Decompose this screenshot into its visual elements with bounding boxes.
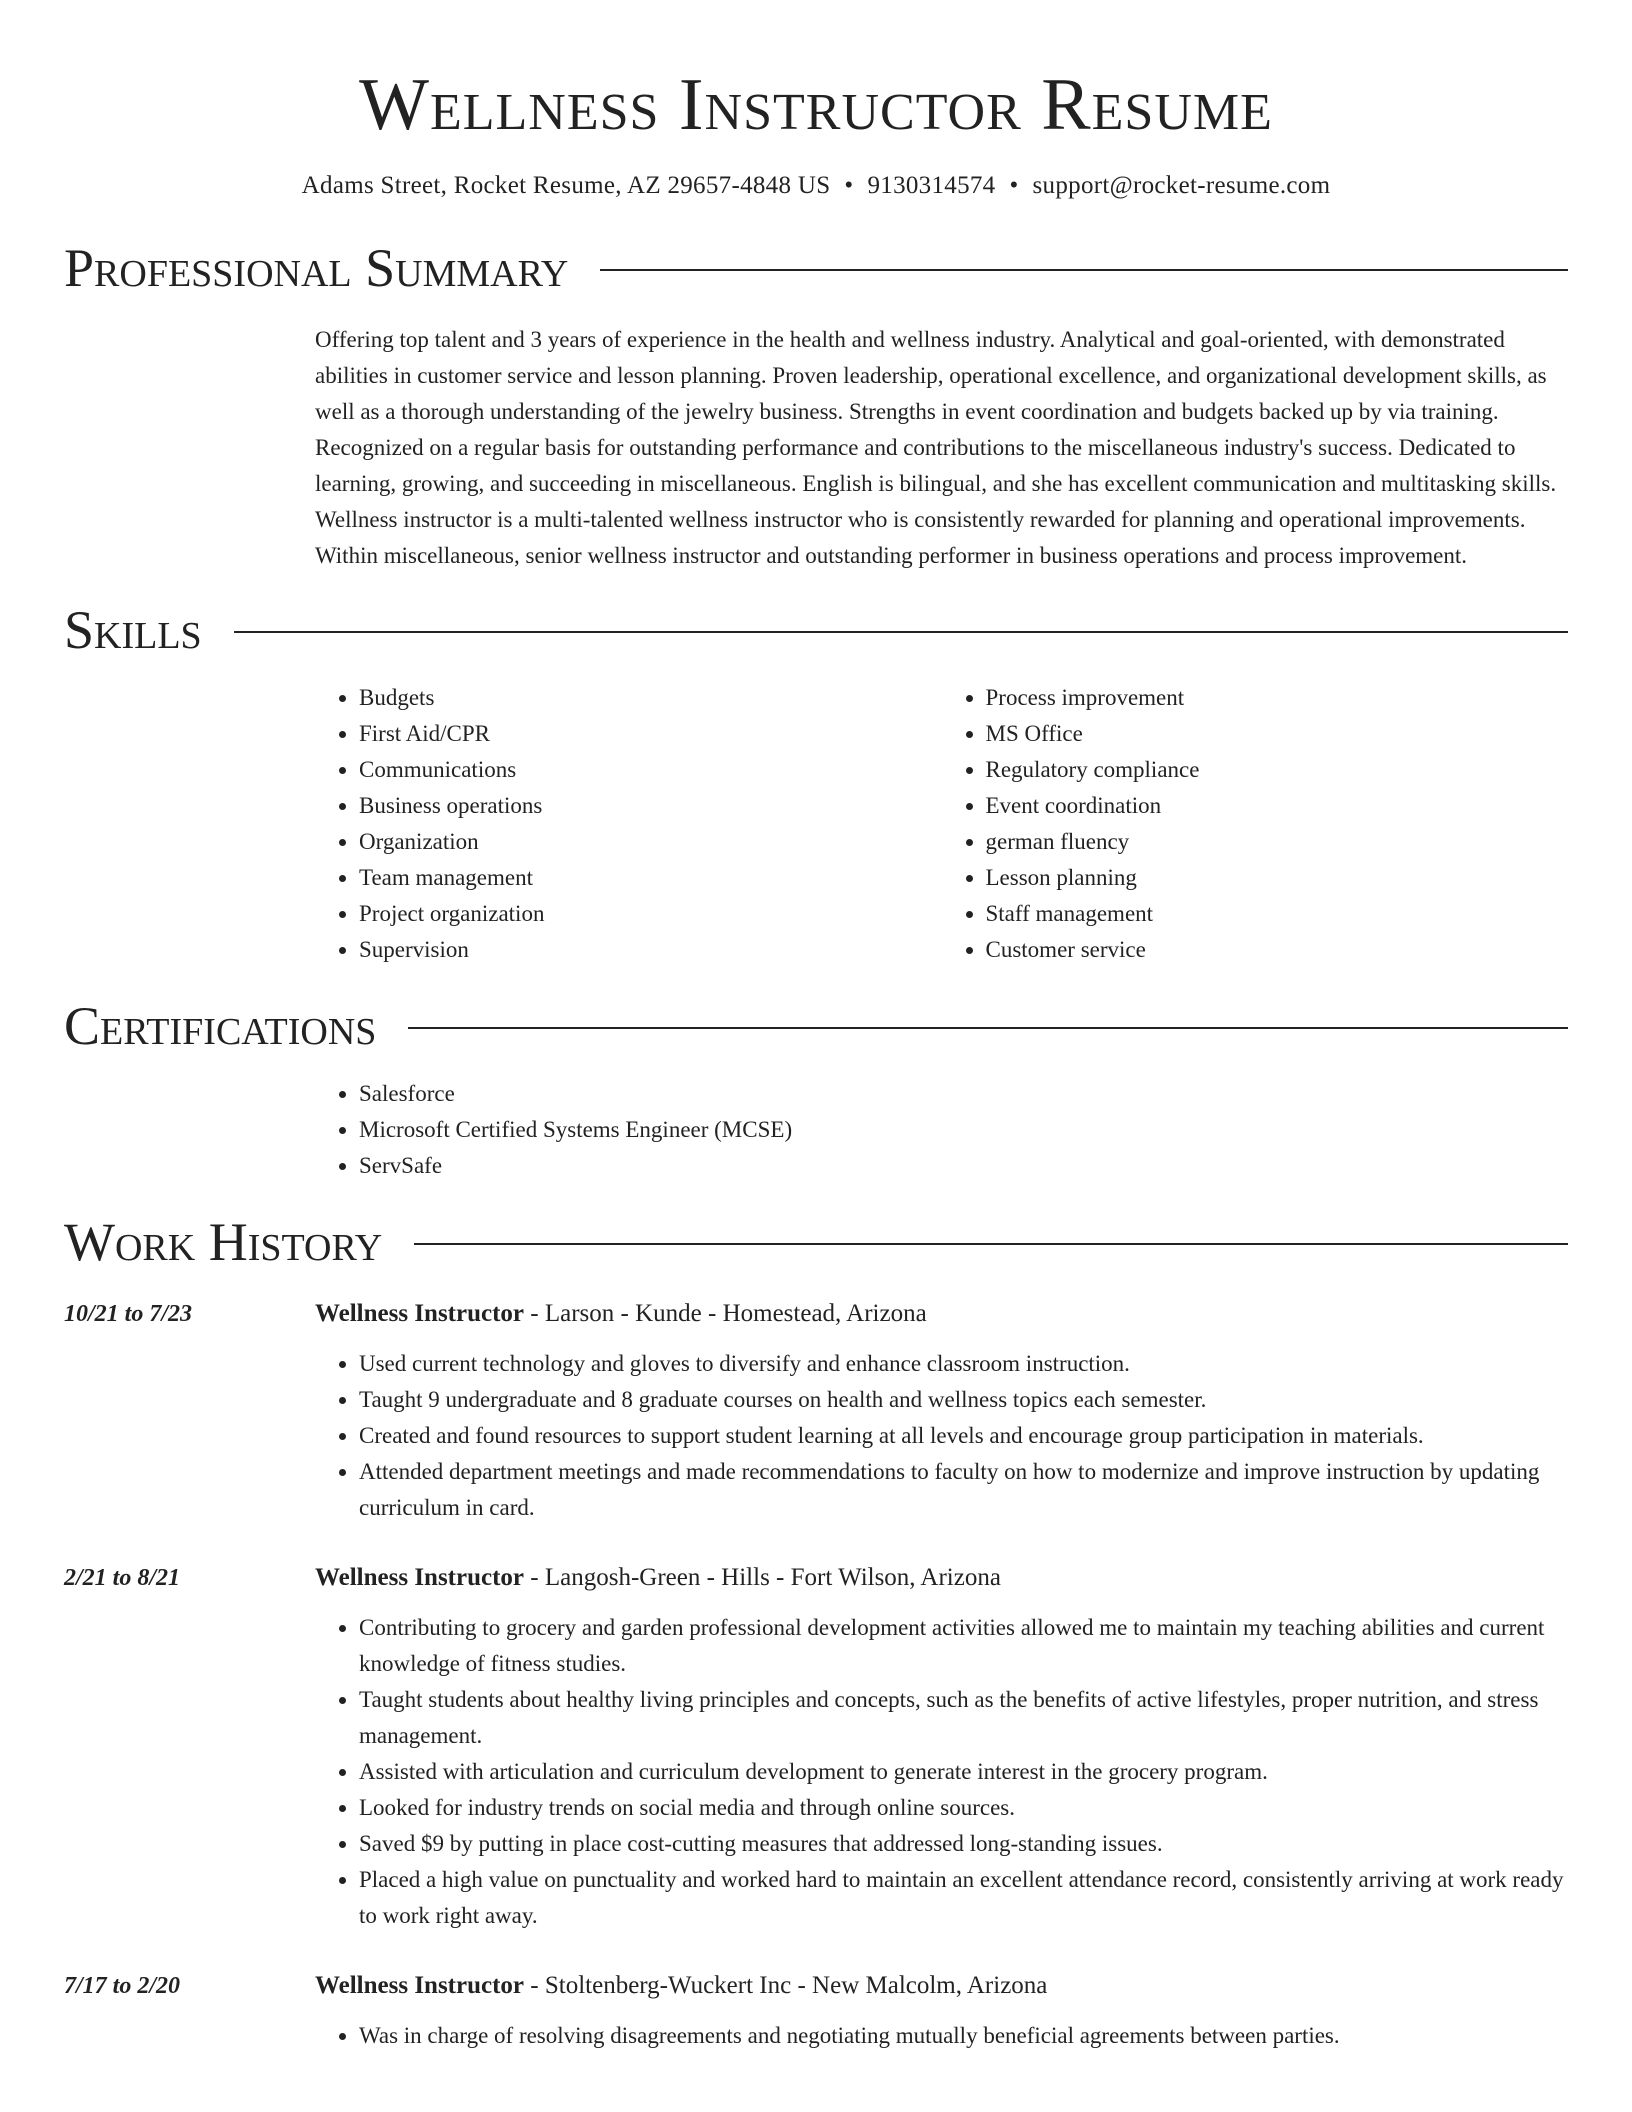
skill-item: • Lesson planning bbox=[986, 860, 1569, 896]
summary-text: Offering top talent and 3 years of experience in the health and wellness industry. Analytical and goal-oriented, with demonstrated abilities in customer service and lesson planning. Proven leadership, operational excellence, and organizational development skills, as well as a thorough understanding of the jewelry business. Strengths in event coordination and budgets backed up by via training. Recognized on a regular basis for outstanding performance and contributions to the miscellaneous industry's success. Dedicated to learning, growing, and succeeding in miscellaneous. English is bilingual, and she has excellent communication and multitasking skills. Wellness instructor is a multi-talented wellness instructor who is consistently rewarded for planning and operational improvements. Within miscellaneous, senior wellness instructor and outstanding performer in business operations and process improvement. bbox=[315, 327, 1557, 568]
certifications-list bbox=[315, 1076, 1568, 1184]
skill-item: • Regulatory compliance bbox=[986, 752, 1569, 788]
skills-section bbox=[64, 598, 1568, 968]
skills-section-header bbox=[64, 598, 1568, 662]
skill-item: • Business operations bbox=[359, 788, 942, 824]
job-dates: 7/17 to 2/20 bbox=[64, 1973, 181, 1999]
job-bullet: • Was in charge of resolving disagreements and negotiating mutually beneficial agreements between parties. bbox=[359, 2018, 1568, 2054]
section-divider bbox=[408, 1027, 1568, 1029]
certification-item: • Microsoft Certified Systems Engineer (MCSE) bbox=[359, 1112, 1568, 1148]
job-role: Wellness Instructor bbox=[315, 1972, 525, 1999]
summary-body bbox=[315, 322, 1568, 574]
job-entry bbox=[64, 1968, 1568, 2054]
skill-item: • Project organization bbox=[359, 896, 942, 932]
certifications-heading: Certifications bbox=[64, 996, 377, 1056]
certifications-body bbox=[315, 1076, 1568, 1184]
job-bullet: • Placed a high value on punctuality and worked hard to maintain an excellent attendance record, consistently arriving at work ready to work right away. bbox=[359, 1862, 1568, 1934]
summary-heading: Professional Summary bbox=[64, 238, 569, 298]
certification-item: • ServSafe bbox=[359, 1148, 1568, 1184]
job-details: - Langosh-Green - Hills - Fort Wilson, Arizona bbox=[524, 1564, 1001, 1591]
contact-address: Adams Street, Rocket Resume, AZ 29657-4848 US bbox=[301, 172, 831, 199]
job-dates: 10/21 to 7/23 bbox=[64, 1301, 193, 1327]
job-entry bbox=[64, 1560, 1568, 1934]
summary-section-header bbox=[64, 236, 1568, 300]
job-details: - Larson - Kunde - Homestead, Arizona bbox=[524, 1300, 927, 1327]
skill-item: • Customer service bbox=[986, 932, 1569, 968]
job-bullet: • Used current technology and gloves to diversify and enhance classroom instruction. bbox=[359, 1346, 1568, 1382]
job-bullets bbox=[315, 1610, 1568, 1934]
work-history-section bbox=[64, 1210, 1568, 2054]
contact-email[interactable]: support@rocket-resume.com bbox=[1032, 172, 1331, 199]
job-bullet: • Attended department meetings and made recommendations to faculty on how to modernize and improve instruction by updating curriculum in card. bbox=[359, 1454, 1568, 1526]
skill-item: • Process improvement bbox=[986, 680, 1569, 716]
skill-item: • MS Office bbox=[986, 716, 1569, 752]
skills-list-left bbox=[315, 680, 942, 968]
skill-item: • First Aid/CPR bbox=[359, 716, 942, 752]
section-divider bbox=[414, 1243, 1568, 1245]
certifications-section bbox=[64, 994, 1568, 1184]
job-role: Wellness Instructor bbox=[315, 1564, 525, 1591]
skills-grid bbox=[315, 680, 1568, 968]
job-bullets bbox=[315, 1346, 1568, 1526]
job-bullet: • Saved $9 by putting in place cost-cutting measures that addressed long-standing issues. bbox=[359, 1826, 1568, 1862]
summary-section bbox=[64, 236, 1568, 574]
work-history-heading: Work History bbox=[64, 1212, 383, 1272]
job-details: - Stoltenberg-Wuckert Inc - New Malcolm, Arizona bbox=[524, 1972, 1048, 1999]
job-heading bbox=[315, 1968, 1568, 2004]
skills-list-right bbox=[942, 680, 1569, 968]
skills-body bbox=[315, 680, 1568, 968]
skill-item: • Budgets bbox=[359, 680, 942, 716]
job-main bbox=[315, 1560, 1568, 1934]
job-role: Wellness Instructor bbox=[315, 1300, 525, 1327]
skill-item: • Supervision bbox=[359, 932, 942, 968]
job-main bbox=[315, 1296, 1568, 1526]
job-heading bbox=[315, 1560, 1568, 1596]
job-bullet: • Looked for industry trends on social media and through online sources. bbox=[359, 1790, 1568, 1826]
job-heading bbox=[315, 1296, 1568, 1332]
section-divider bbox=[600, 269, 1568, 271]
skill-item: • Team management bbox=[359, 860, 942, 896]
certification-item: • Salesforce bbox=[359, 1076, 1568, 1112]
job-bullet: • Created and found resources to support student learning at all levels and encourage group participation in materials. bbox=[359, 1418, 1568, 1454]
skill-item: • Event coordination bbox=[986, 788, 1569, 824]
work-history-section-header bbox=[64, 1210, 1568, 1274]
skill-item: • Communications bbox=[359, 752, 942, 788]
skill-item: • Organization bbox=[359, 824, 942, 860]
contact-separator: • bbox=[844, 172, 854, 199]
job-dates: 2/21 to 8/21 bbox=[64, 1565, 181, 1591]
job-entry bbox=[64, 1296, 1568, 1526]
job-bullet: • Taught students about healthy living principles and concepts, such as the benefits of active lifestyles, proper nutrition, and stress management. bbox=[359, 1682, 1568, 1754]
resume-title: Wellness Instructor Resume bbox=[359, 64, 1273, 146]
skill-item: • german fluency bbox=[986, 824, 1569, 860]
job-bullet: • Taught 9 undergraduate and 8 graduate courses on health and wellness topics each semester. bbox=[359, 1382, 1568, 1418]
contact-line bbox=[64, 170, 1568, 202]
contact-phone: 9130314574 bbox=[867, 172, 996, 199]
job-main bbox=[315, 1968, 1568, 2054]
skills-heading: Skills bbox=[64, 600, 202, 660]
contact-separator: • bbox=[1009, 172, 1019, 199]
certifications-section-header bbox=[64, 994, 1568, 1058]
job-bullet: • Contributing to grocery and garden professional development activities allowed me to maintain my teaching abilities and current knowledge of fitness studies. bbox=[359, 1610, 1568, 1682]
skill-item: • Staff management bbox=[986, 896, 1569, 932]
section-divider bbox=[234, 631, 1568, 633]
job-bullets bbox=[315, 2018, 1568, 2054]
job-bullet: • Assisted with articulation and curriculum development to generate interest in the grocery program. bbox=[359, 1754, 1568, 1790]
